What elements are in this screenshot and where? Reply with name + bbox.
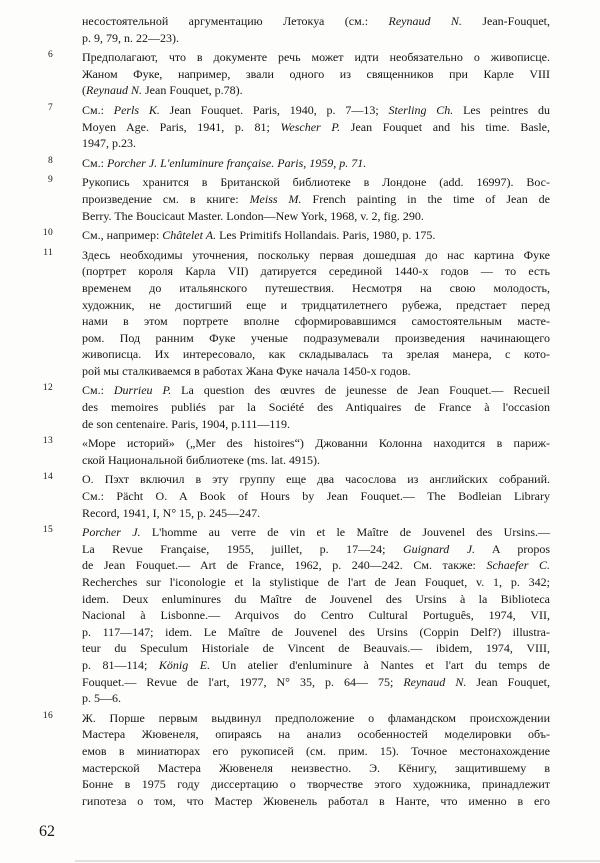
scan-edge-artifact: [75, 860, 600, 862]
note-line: [82, 297, 550, 314]
note-segment: Nacional à Lisbonne.— Arquivos do Centro Cultural Português, 1974, VII,: [82, 608, 550, 623]
note-line: [82, 330, 550, 347]
endnote: [0, 382, 600, 432]
note-segment: живописца. Их интересовало, как складывалась та зрелая манера, с кото-: [82, 347, 550, 362]
note-segment: idem. Deux enluminures du Maître de Jouvenel des Ursins à la Biblioteca: [82, 591, 550, 606]
note-segment: Les peintres du: [453, 102, 550, 117]
note-line: [82, 435, 550, 452]
note-segment: Бонне в 1975 году диссертацию о творчестве этого художника, принадлежит: [82, 777, 550, 792]
note-line: [82, 82, 550, 99]
note-line: [82, 102, 550, 119]
note-line: [82, 313, 550, 330]
note-line: [82, 557, 550, 574]
note-segment: Мастера Жювенеля, опираясь на анализ особенностей моделировки объ-: [82, 727, 550, 742]
note-line: [82, 13, 550, 30]
note-line: [82, 49, 550, 66]
note-segment: p. 9, 79, n. 22—23).: [82, 30, 179, 45]
note-segment: des memoires publiés par la Société des Antiquaires de France à l'occasion: [82, 400, 550, 415]
citation-author-italic: Sterling Ch.: [388, 102, 454, 117]
note-line: [82, 191, 550, 208]
note-segment: (портрет короля Карла VII) датируется серединой 1440-х годов — то есть: [82, 264, 550, 279]
note-number: 13: [42, 436, 53, 447]
citation-author-italic: Schaefer C.: [486, 558, 550, 573]
note-segment: Record, 1941, I, N° 15, p. 245—247.: [82, 505, 261, 520]
note-line: [82, 488, 550, 505]
citation-author-italic: Reynaud N.: [403, 674, 467, 689]
note-segment: произведение см. в книге:: [82, 191, 250, 206]
citation-author-italic: Meiss M.: [249, 191, 302, 206]
note-line: [82, 524, 550, 541]
note-segment: p. 81—114;: [82, 657, 159, 672]
citation-author-italic: Perls K.: [113, 102, 160, 117]
note-text: [82, 155, 550, 172]
note-text: [82, 13, 550, 46]
note-segment: ской Национальной библиотеке (ms. lat. 4915).: [82, 452, 320, 467]
note-segment: О. Пэхт включил в эту группу еще два часослова из английских собраний.: [82, 472, 550, 487]
note-segment: Les Primitifs Hollandais. Paris, 1980, p. 175.: [216, 228, 436, 243]
citation-author-italic: Durrieu P.: [113, 383, 172, 398]
note-line: [82, 280, 550, 297]
note-number: 10: [42, 228, 53, 239]
note-segment: См., например:: [82, 228, 163, 243]
note-segment: Moyen Age. Paris, 1941, p. 81;: [82, 119, 281, 134]
note-line: [82, 155, 550, 172]
note-segment: нами в этом портрете вполне сформировавшимся самостоятельным масте-: [82, 314, 550, 329]
note-line: [82, 208, 550, 225]
citation-author-italic: Guignard J.: [402, 541, 476, 556]
note-line: [82, 640, 550, 657]
note-segment: Recherches sur l'iconologie et la stylistique de l'art de Jean Fouquet, v. 1, p. 342;: [82, 575, 550, 589]
note-line: [82, 607, 550, 624]
note-segment: de son centenaire. Paris, 1904, p.111—119.: [82, 416, 290, 431]
endnote: [0, 247, 600, 380]
endnote: [0, 227, 600, 244]
note-line: [82, 541, 550, 558]
note-segment: p. 5—6.: [82, 691, 121, 706]
note-line: [82, 674, 550, 691]
note-line: [82, 30, 550, 47]
note-segment: См.:: [82, 155, 107, 170]
note-number: 8: [47, 155, 53, 166]
note-line: [82, 776, 550, 793]
note-line: [82, 174, 550, 191]
note-line: [82, 399, 550, 416]
citation-author-italic: Porcher J. L'enluminure française. Paris, 1959, p. 71.: [106, 155, 367, 170]
note-segment: p. 117—147; idem. Le Maître de Jouvenel des Ursins (Coppin Delf?) illustra-: [82, 624, 550, 639]
note-segment: емов в миниатюрах его рукописей (см. прим. 15). Точное местонахождение: [82, 743, 550, 758]
note-line: [82, 119, 550, 136]
note-segment: Здесь необходимы уточнения, поскольку первая дошедшая до нас картина Фуке: [82, 247, 550, 262]
note-text: [82, 471, 550, 521]
note-line: [82, 66, 550, 83]
note-line: [82, 657, 550, 674]
endnote: [0, 49, 600, 99]
note-segment: временем до итальянского путешествия. Несмотря на свою молодость,: [82, 280, 550, 295]
citation-author-italic: Wescher P.: [280, 119, 341, 134]
citation-author-italic: Châtelet A.: [162, 228, 217, 243]
note-number: 6: [47, 50, 53, 61]
endnote: [0, 155, 600, 172]
note-number: 9: [47, 175, 53, 186]
endnote: [0, 13, 600, 46]
note-text: [82, 102, 550, 152]
citation-author-italic: Porcher J.: [82, 525, 141, 540]
note-segment: мастерской Мастера Жювенеля неизвестно. Э. Кёнигу, защитившему в: [82, 760, 550, 775]
endnote: [0, 435, 600, 468]
note-number: 7: [47, 102, 53, 113]
note-segment: Jean-Fouquet,: [461, 14, 550, 28]
endnote: [0, 102, 600, 152]
note-number: 14: [42, 472, 53, 483]
note-line: [82, 452, 550, 469]
note-text: [82, 227, 550, 244]
note-text: [82, 382, 550, 432]
note-segment: рой мы сталкиваемся в работах Жана Фуке начала 1450-х годов.: [82, 363, 411, 378]
note-line: [82, 574, 550, 591]
note-line: [82, 346, 550, 363]
endnote: [0, 174, 600, 224]
note-line: [82, 760, 550, 777]
note-segment: См.:: [82, 383, 114, 398]
note-segment: Fouquet.— Revue de l'art, 1977, N° 35, p. 64— 75;: [82, 674, 404, 689]
note-line: [82, 363, 550, 380]
note-segment: Un atelier d'enluminure à Nantes et l'art du temps de: [210, 657, 551, 672]
note-segment: (: [82, 83, 86, 98]
note-segment: Jean Fouquet and his time. Basle,: [340, 119, 550, 134]
note-segment: несостоятельной аргументацию Летокуа (см.:: [82, 14, 389, 28]
note-segment: L'homme au verre de vin et le Maître de Jouvenel des Ursins.—: [140, 525, 550, 540]
note-segment: См.:: [82, 102, 114, 117]
note-text: [82, 247, 550, 380]
note-segment: de Jean Fouquet.— Art de France, 1962, p. 240—242. См. также:: [82, 558, 487, 573]
note-line: [82, 793, 550, 810]
note-segment: ром. Под ранним Фуке ученые подразумевали произведения начинающего: [82, 330, 550, 345]
note-number: 12: [42, 383, 53, 394]
note-text: [82, 435, 550, 468]
note-number: 16: [42, 710, 53, 721]
note-line: [82, 726, 550, 743]
note-segment: French painting in the time of Jean de: [301, 191, 551, 206]
note-line: [82, 743, 550, 760]
citation-author-italic: König E.: [158, 657, 211, 672]
note-segment: La question des œuvres de jeunesse de Jean Fouquet.— Recueil: [171, 383, 550, 398]
note-segment: Рукопись хранится в Британской библиотеке в Лондоне (add. 16997). Вос-: [82, 175, 550, 190]
page-number: 62: [39, 823, 55, 840]
note-line: [82, 591, 550, 608]
note-segment: гипотеза о том, что Мастер Жювенель работал в Нанте, что именно в его: [82, 793, 550, 808]
note-line: [82, 247, 550, 264]
note-segment: Berry. The Boucicaut Master. London—New York, 1968, v. 2, fig. 290.: [82, 208, 424, 223]
note-text: [82, 49, 550, 99]
note-line: [82, 227, 550, 244]
note-segment: Жаном Фуке, например, звали одного из священников при Карле VIII: [82, 66, 550, 81]
citation-author-italic: Reynaud N.: [388, 14, 462, 28]
note-segment: teur du Speculum Historiale de Vincent de Beauvais.— ibidem, 1974, VIII,: [82, 641, 550, 656]
note-line: [82, 710, 550, 727]
note-segment: См.: Pächt O. A Book of Hours by Jean Fouquet.— The Bodleian Library: [82, 489, 550, 504]
note-segment: Jean Fouquet, p.78).: [142, 83, 243, 98]
note-text: [82, 710, 550, 810]
note-segment: La Revue Française, 1955, juillet, p. 17—24;: [82, 541, 403, 556]
note-segment: 1947, p.23.: [82, 136, 136, 151]
note-line: [82, 471, 550, 488]
endnote: [0, 471, 600, 521]
note-line: [82, 263, 550, 280]
note-line: [82, 624, 550, 641]
note-segment: Предполагают, что в документе речь может идти необязательно о живописце.: [82, 50, 550, 65]
note-segment: «Море историй» („Mer des histoires“) Джованни Колонна находится в париж-: [82, 436, 550, 451]
note-segment: Jean Fouquet. Paris, 1940, p. 7—13;: [159, 102, 389, 117]
citation-author-italic: Reynaud N.: [86, 83, 142, 98]
note-line: [82, 505, 550, 522]
note-segment: A propos: [475, 541, 550, 556]
note-line: [82, 416, 550, 433]
note-segment: Jean Fouquet,: [466, 674, 550, 689]
note-text: [82, 524, 550, 707]
note-number: 15: [42, 525, 53, 536]
endnote: [0, 710, 600, 810]
endnote: [0, 524, 600, 707]
notes-list: [0, 13, 600, 812]
note-line: [82, 690, 550, 707]
note-line: [82, 382, 550, 399]
note-segment: Ж. Порше первым выдвинул предположение о фламандском происхождении: [82, 710, 550, 725]
note-number: 11: [43, 247, 53, 258]
note-segment: художник, не достигший еще и тридцатилетнего рубежа, предстает перед: [82, 297, 550, 312]
note-text: [82, 174, 550, 224]
note-line: [82, 135, 550, 152]
